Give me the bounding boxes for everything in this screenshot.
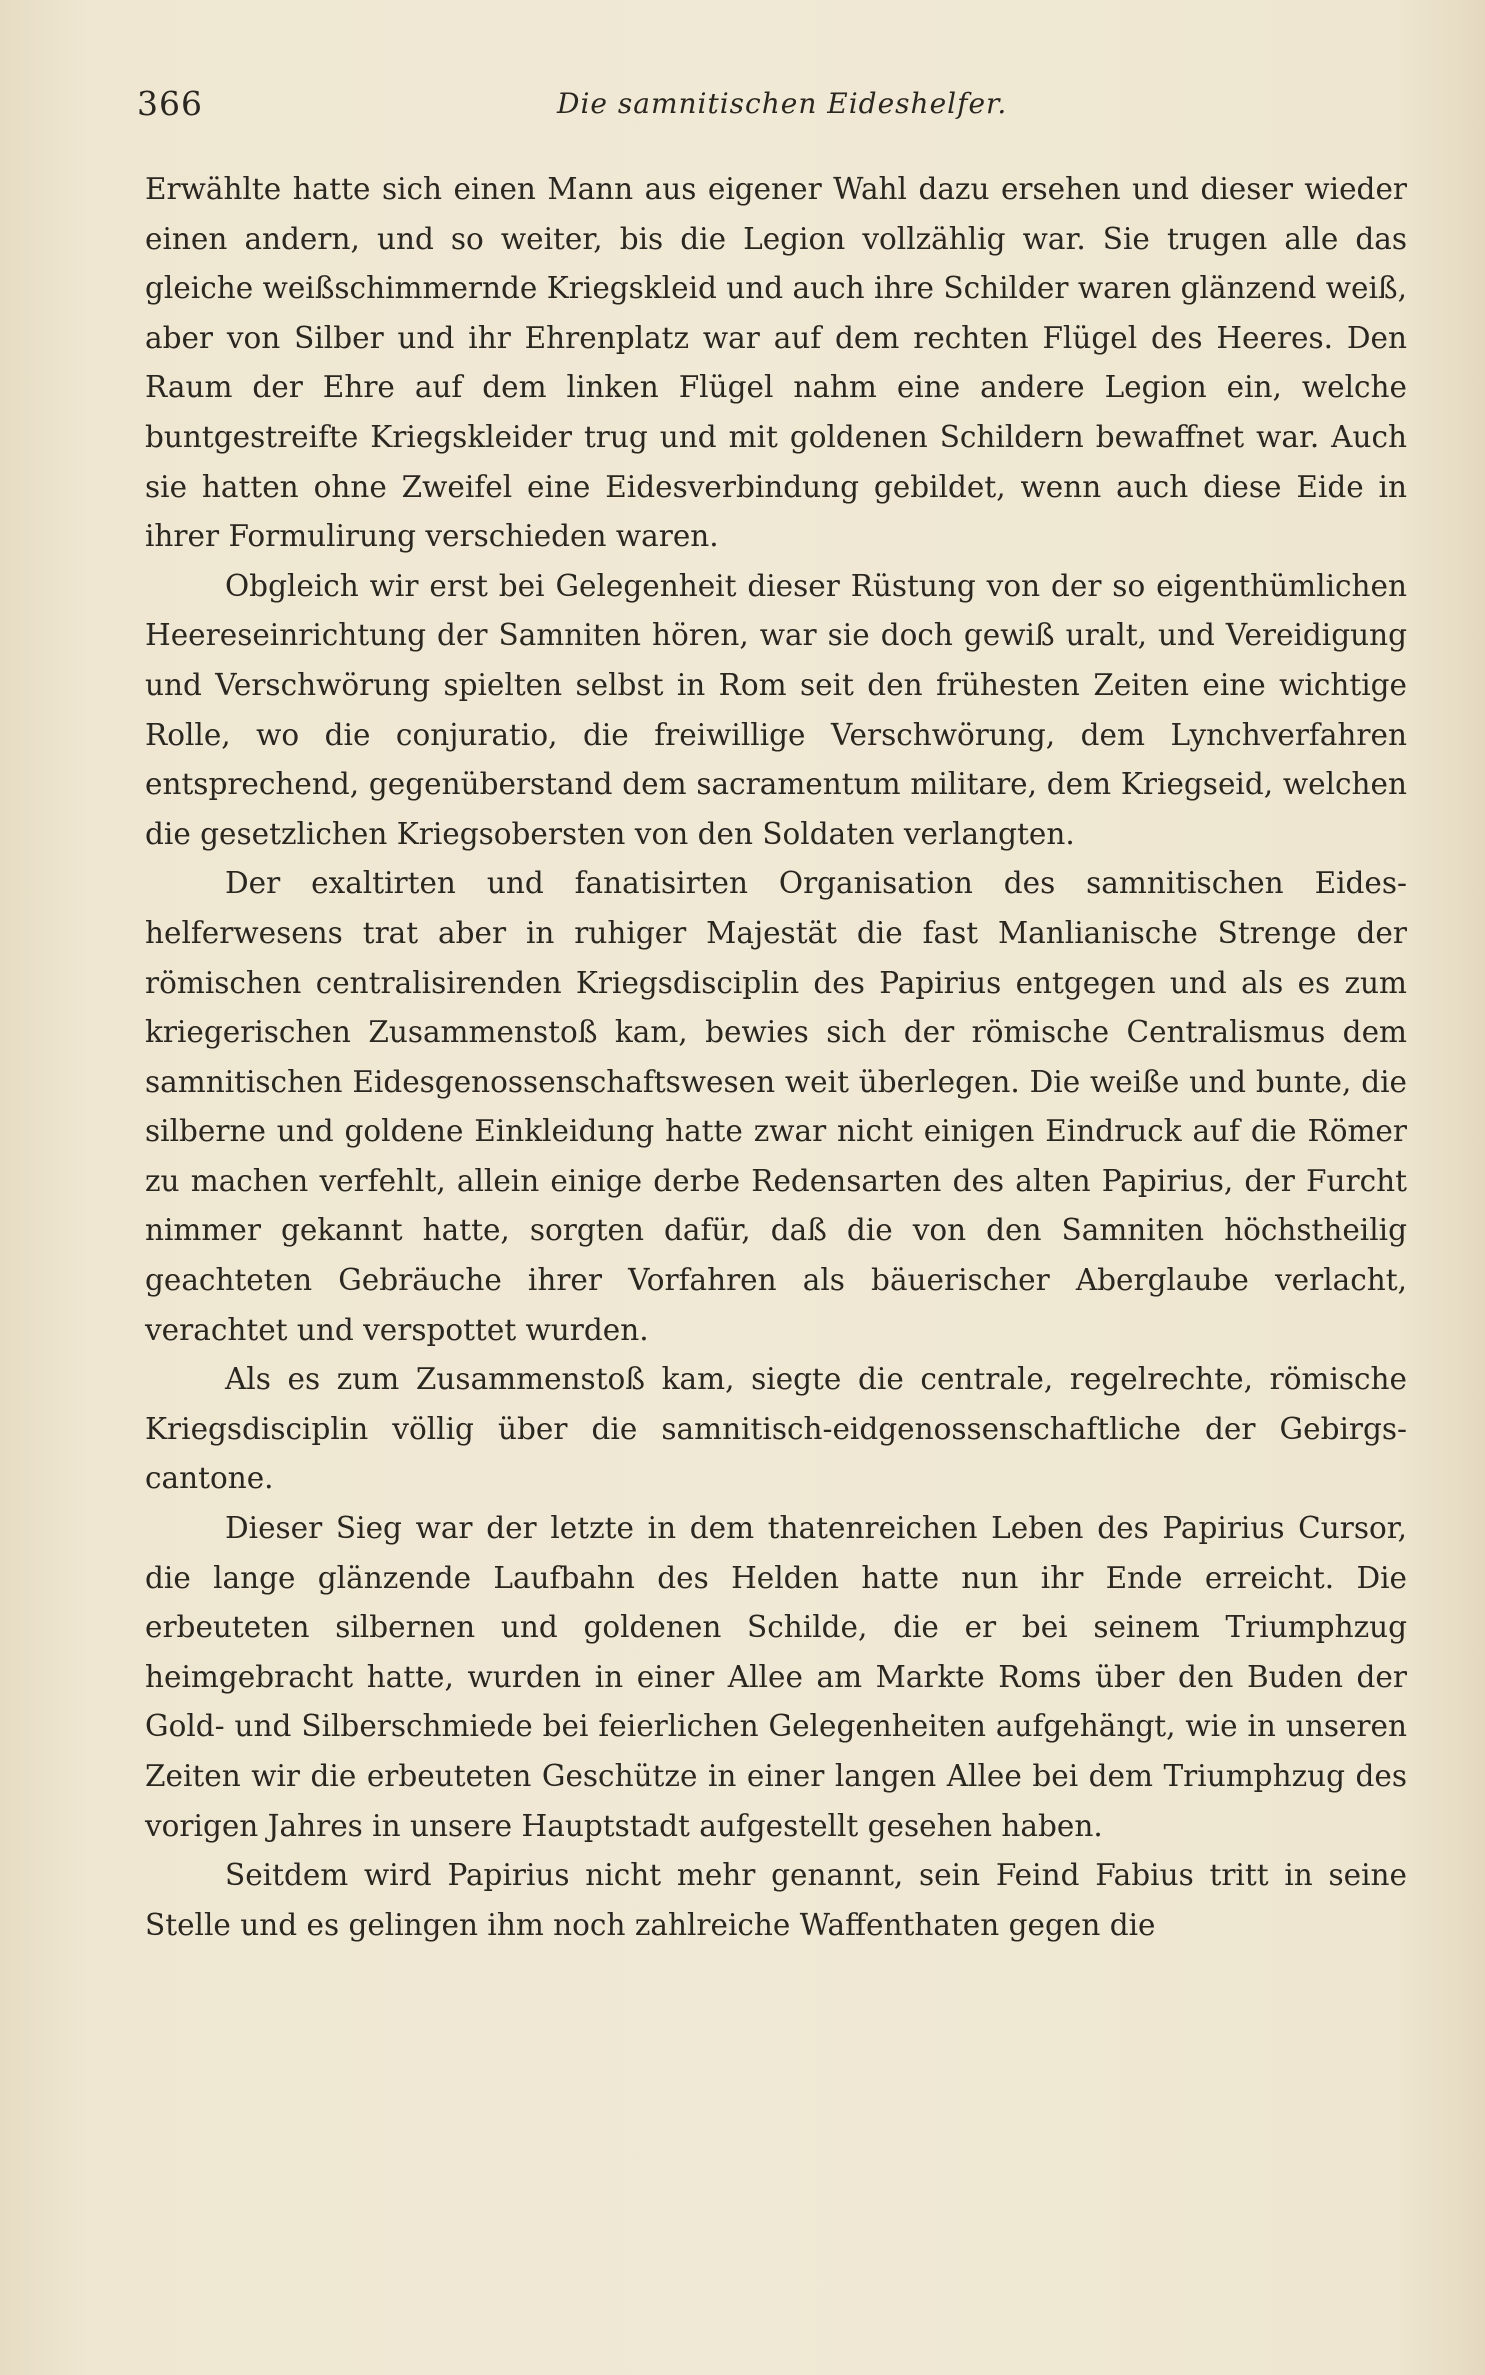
paragraph: Erwählte hatte sich einen Mann aus eigener Wahl dazu ersehen und dieser wieder einen andern, und so weiter, bis die Legion vollzählig war. Sie trugen alle das gleiche weißschimmernde Kriegskleid und auch ihre Schilder waren glänzend weiß, aber von Silber und ihr Ehrenplatz war auf dem rechten Flügel des Heeres. Den Raum der Ehre auf dem linken Flügel nahm eine andere Legion ein, welche buntgestreifte Kriegskleider trug und mit goldenen Schildern bewaffnet war. Auch sie hatten ohne Zweifel eine Eidesverbindung gebildet, wenn auch diese Eide in ihrer Formulirung verschieden waren.	[145, 172, 1407, 554]
body-text	[145, 165, 1407, 1950]
paragraph: Seitdem wird Papirius nicht mehr genannt, sein Feind Fabius tritt in seine Stelle und es gelingen ihm noch zahlreiche Waffenthaten gegen die	[145, 1858, 1407, 1942]
paragraph: Dieser Sieg war der letzte in dem thatenreichen Leben des Papirius Cursor, die lange glänzende Laufbahn des Helden hatte nun ihr Ende erreicht. Die erbeuteten silbernen und goldenen Schilde, die er bei seinem Triumphzug heimgebracht hatte, wurden in einer Allee am Markte Roms über den Buden der Gold- und Silberschmiede bei feierlichen Gelegenheiten aufgehängt, wie in unseren Zeiten wir die erbeuteten Geschütze in einer langen Allee bei dem Triumphzug des vorigen Jahres in unsere Hauptstadt aufgestellt gesehen haben.	[145, 1511, 1407, 1843]
page-header	[137, 84, 1407, 134]
paragraph: Als es zum Zusammenstoß kam, siegte die centrale, regelrechte, römische Kriegsdisciplin völlig über die samnitisch-eidgenossenschaftliche der Gebirgscantone.	[145, 1362, 1407, 1496]
page-number: 366	[137, 84, 203, 123]
running-head: Die samnitischen Eideshelfer.	[557, 87, 1008, 120]
paragraph: Obgleich wir erst bei Gelegenheit dieser Rüstung von der so eigenthümlichen Heereseinrichtung der Samniten hören, war sie doch gewiß uralt, und Vereidigung und Verschwörung spielten selbst in Rom seit den frühesten Zeiten eine wichtige Rolle, wo die conjuratio, die freiwillige Verschwörung, dem Lynchverfahren entsprechend, gegenüberstand dem sacramentum militare, dem Kriegseid, welchen die gesetzlichen Kriegsobersten von den Soldaten verlangten.	[145, 568, 1407, 851]
paragraph: Der exaltirten und fanatisirten Organisation des samnitischen Eideshelferwesens trat aber in ruhiger Majestät die fast Manlianische Strenge der römischen centralisirenden Kriegsdisciplin des Papirius entgegen und als es zum kriegerischen Zusammenstoß kam, bewies sich der römische Centralismus dem samnitischen Eidesgenossenschaftswesen weit überlegen. Die weiße und bunte, die silberne und goldene Einkleidung hatte zwar nicht einigen Eindruck auf die Römer zu machen verfehlt, allein einige derbe Redensarten des alten Papirius, der Furcht nimmer gekannt hatte, sorgten dafür, daß die von den Samniten höchstheilig geachteten Gebräuche ihrer Vorfahren als bäuerischer Aberglaube verlacht, verachtet und verspottet wurden.	[145, 866, 1407, 1347]
